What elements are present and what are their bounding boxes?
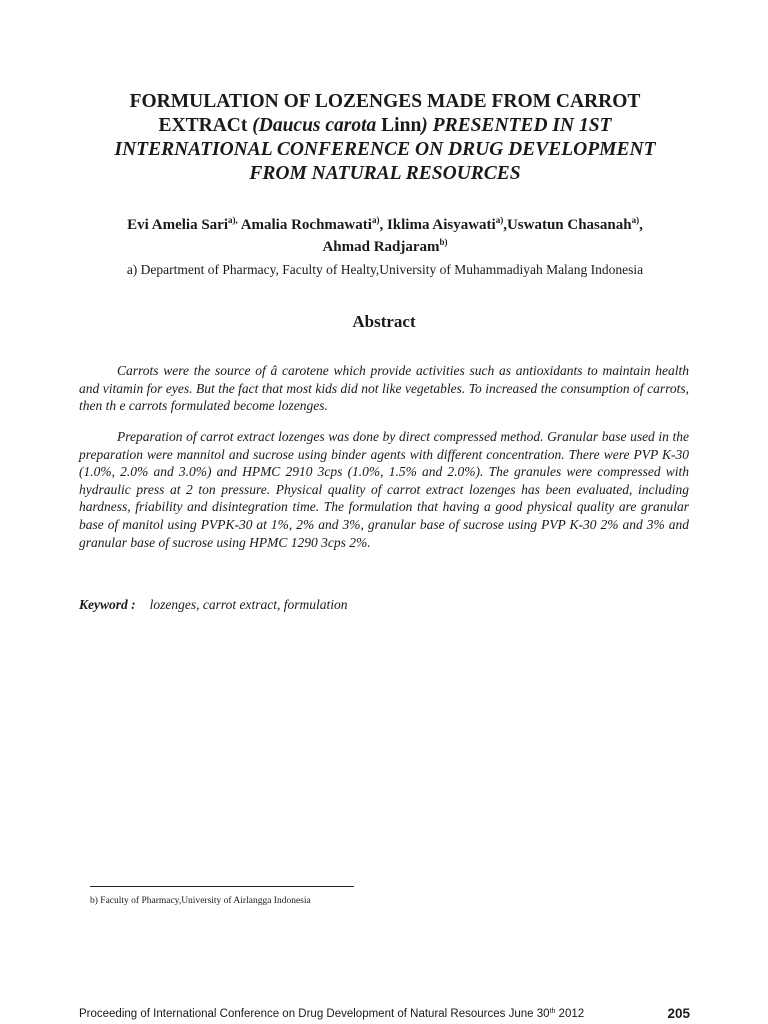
title-line-2-linn: Linn [381, 115, 422, 136]
footnote-divider [90, 886, 354, 887]
abstract-heading: Abstract [352, 312, 416, 331]
author-1: Evi Amelia Sari$^{a),}$ [127, 215, 238, 233]
keywords [79, 597, 347, 613]
author-4: Uswatun Chasanah$^{a)}$, [506, 215, 643, 233]
title-line-3: INTERNATIONAL CONFERENCE ON DRUG DEVELOPMENT [114, 139, 656, 160]
page-footer [79, 1008, 584, 1020]
footer-text: Proceeding of International Conference on Drug Development of Natural Resources June 30 [79, 1008, 550, 1020]
title-line-1: FORMULATION OF LOZENGES MADE FROM CARROT [129, 91, 641, 112]
abstract-paragraph-1: Carrots were the source of â carotene which provide activities such as antioxidants to maintain health and vitamin for eyes. But the fact that most kids did not like vegetables. To increased the consumption of carrots, then th e carrots formulated become lozenges. [79, 363, 689, 414]
title-line-2-start: EXTRACt [158, 115, 253, 136]
keyword-text: lozenges, carrot extract, formulation [149, 597, 348, 612]
author-5: Ahmad Radjaram$^{b)}$ [322, 237, 448, 255]
keyword-label: Keyword : [79, 597, 136, 612]
author-3: Iklima Aisyawati$^{a)}$, [386, 215, 507, 233]
author-2: Amalia Rochmawati$^{a)}$, [240, 215, 387, 233]
title-line-2 [80, 114, 690, 138]
footnote: b) Faculty of Pharmacy,University of Airlangga Indonesia [90, 896, 311, 906]
title-line-2-italic: (Daucus carota [252, 115, 382, 136]
abstract-paragraph-2: Preparation of carrot extract lozenges was done by direct compressed method. Granular base used in the preparation were mannitol and sucrose using binder agents with different concentration. There were PVP K-30 (1.0%, 2.0% and 3.0%) and HPMC 2910 3cps (1.0%, 1.5% and 2.0%). The granules were compressed with hydraulic press at 2 ton pressure. Physical quality of carrot extract lozenges has been evaluated, including hardness, friability and disintegration time. The formulation that having a good physical quality are granular base of manitol using PVPK-30 at 1%, 2% and 3%, granular base of sucrose using PVP K-30 2% and 3% and granular base of sucrose using HPMC 1290 3cps 2%. [79, 429, 689, 550]
page-number: 205 [667, 1006, 690, 1021]
paper-title [80, 90, 690, 186]
title-line-4: FROM NATURAL RESOURCES [249, 163, 521, 184]
affiliation: a) Department of Pharmacy, Faculty of Healty,University of Muhammadiyah Malang Indonesia [126, 262, 644, 277]
footer-year: 2012 [555, 1008, 585, 1020]
footer-sup: th [549, 1008, 556, 1015]
title-line-2-rest: ) PRESENTED IN 1ST [421, 115, 612, 136]
author-list [70, 214, 700, 258]
